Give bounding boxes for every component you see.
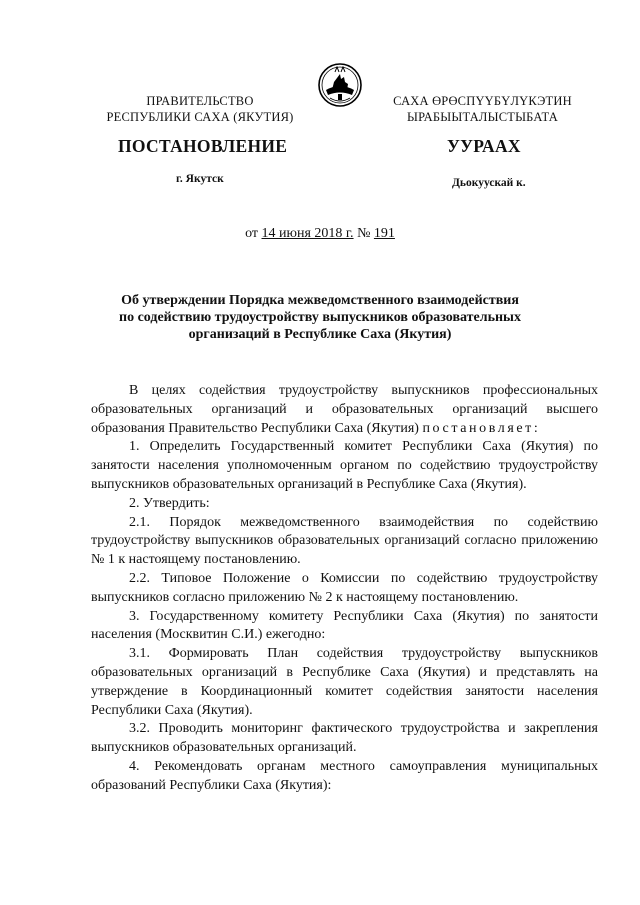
doctype-ru: ПОСТАНОВЛЕНИЕ bbox=[118, 136, 288, 156]
title-line1: Об утверждении Порядка межведомственного взаимодействия bbox=[121, 293, 519, 308]
document-body bbox=[91, 382, 598, 796]
title-line3: организаций в Республике Саха (Якутия) bbox=[188, 327, 452, 342]
paragraph-4: 4. Рекомендовать органам местного самоуправления муниципальных образований Республики Саха (Якутия): bbox=[91, 758, 598, 793]
government-name-sakha bbox=[370, 93, 595, 125]
city-ru: г. Якутск bbox=[176, 173, 224, 185]
government-name-sakha-line1: САХА ӨРӨСПҮҮБҮЛҮКЭТИН bbox=[393, 94, 572, 108]
number-label: № bbox=[353, 226, 374, 241]
government-name-ru-line1: ПРАВИТЕЛЬСТВО bbox=[146, 94, 254, 108]
paragraph-2-2: 2.2. Типовое Положение о Комиссии по содействию трудоустройству выпускников согласно приложению № 2 к настоящему постановлению. bbox=[91, 570, 598, 605]
paragraph-3-1: 3.1. Формировать План содействия трудоустройству выпускников образовательных организаций в Республике Саха (Якутия) и представлять на утверждение в Координационный комитет содействия занятости населения Республики Саха (Якутия). bbox=[91, 646, 598, 718]
city-sakha: Дьокуускай к. bbox=[452, 177, 526, 189]
paragraph-3: 3. Государственному комитету Республики Саха (Якутия) по занятости населения (Москвитин С.И.) ежегодно: bbox=[91, 608, 598, 643]
government-name-ru bbox=[95, 93, 305, 125]
coat-of-arms-icon bbox=[318, 60, 362, 110]
date-prefix: от bbox=[245, 226, 262, 241]
title-line2: по содействию трудоустройству выпускников образовательных bbox=[119, 310, 521, 325]
paragraph-2-1: 2.1. Порядок межведомственного взаимодействия по содействию трудоустройству выпускников образовательных организаций согласно приложению № 1 к настоящему постановлению. bbox=[91, 514, 598, 568]
doctype-sakha: УУРААХ bbox=[447, 136, 521, 156]
government-name-ru-line2: РЕСПУБЛИКИ САХА (ЯКУТИЯ) bbox=[106, 110, 294, 124]
intro-text: В целях содействия трудоустройству выпускников профессиональных образовательных организаций и образовательных организаций высшего образования Правительство Республики Саха (Якутия) bbox=[91, 383, 598, 436]
decree-date: 14 июня 2018 г. bbox=[261, 226, 354, 241]
document-title bbox=[100, 292, 540, 343]
intro-paragraph bbox=[91, 382, 598, 438]
paragraph-1: 1. Определить Государственный комитет Республики Саха (Якутия) по занятости населения уполномоченным органом по содействию трудоустройству выпускников образовательных организаций в Республике Саха (Якутия). bbox=[91, 439, 598, 492]
date-line bbox=[0, 226, 640, 242]
decree-number: 191 bbox=[373, 226, 395, 241]
paragraph-3-2: 3.2. Проводить мониторинг фактического трудоустройства и закрепления выпускников образовательных организаций. bbox=[91, 721, 598, 756]
government-name-sakha-line2: ЫРАБЫЫТАЛЫСТЫБАТА bbox=[407, 110, 558, 124]
decree-word: постановляет: bbox=[422, 420, 541, 436]
paragraph-2: 2. Утвердить: bbox=[129, 495, 210, 511]
